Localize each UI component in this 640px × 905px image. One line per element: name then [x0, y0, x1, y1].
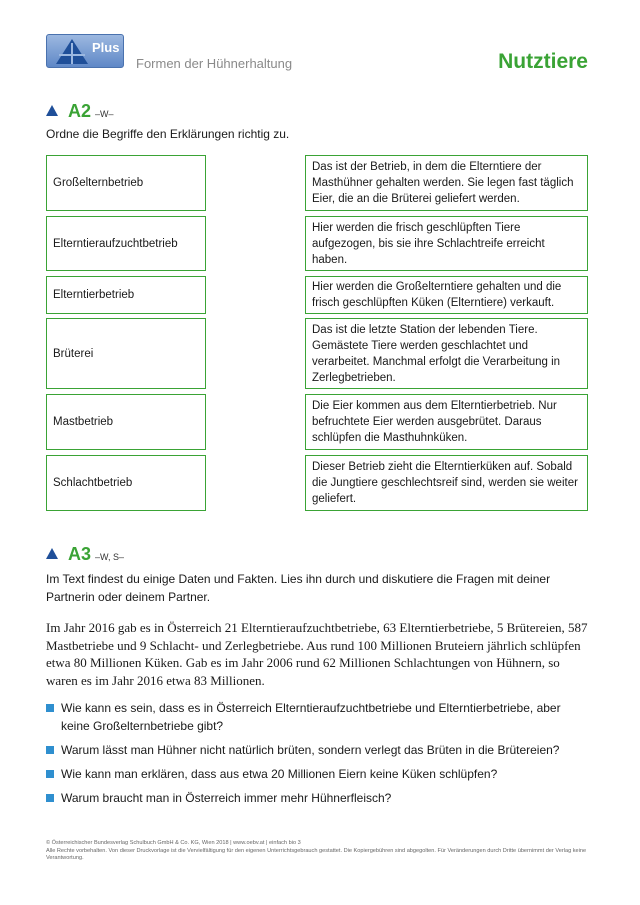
- explanation-box: [305, 455, 588, 511]
- term-box: [46, 276, 206, 314]
- bullet-square-icon: [46, 794, 54, 802]
- logo-text: Plus: [92, 40, 120, 55]
- term-box: [46, 394, 206, 450]
- explanation-text: Hier werden die Großelterntiere gehalten und die frisch geschlüpften Küken (Elterntiere) verkauft.: [312, 281, 562, 309]
- question-item: [46, 700, 591, 735]
- question-text: Wie kann man erklären, dass aus etwa 20 Millionen Eiern keine Küken schlüpfen?: [61, 767, 498, 781]
- task-a2-heading: [46, 101, 114, 122]
- level-triangle-icon: [46, 548, 58, 559]
- task-code: –W, S–: [95, 552, 125, 562]
- term-box: [46, 318, 206, 389]
- explanation-text: Das ist die letzte Station der lebenden Tiere. Gemästete Tiere werden geschlachtet und verarbeitet. Manchmal erfolgt die Verarbeitung in Zerlegbetrieben.: [312, 323, 561, 384]
- term-box: [46, 455, 206, 511]
- copyright-footer: [46, 840, 591, 863]
- term-box: [46, 155, 206, 211]
- task-number: A3: [68, 544, 92, 564]
- explanation-box: [305, 155, 588, 211]
- question-item: [46, 766, 591, 784]
- explanation-text: Das ist der Betrieb, in dem die Elterntiere der Masthühner gehalten werden. Sie legen fast täglich Eier, die an die Brüterei geliefert werden.: [312, 161, 574, 205]
- explanation-box: [305, 394, 588, 450]
- task-number: A2: [68, 101, 92, 121]
- explanation-box: [305, 318, 588, 389]
- term-box: [46, 216, 206, 271]
- explanation-box: [305, 276, 588, 314]
- task-a3-heading: [46, 544, 124, 565]
- facts-paragraph: Im Jahr 2016 gab es in Österreich 21 Elterntieraufzuchtbetriebe, 63 Elterntierbetriebe, 5 Brütereien, 587 Mastbetriebe und 9 Schlacht- und Zerlegbetriebe. Aus rund 100 Millionen Bruteiern jährlich schlüpfen etwa 80 Millionen Küken. Gab es im Jahr 2006 rund 62 Millionen Schlachtungen von Hühnern, so waren es im Jahr 2016 etwa 83 Millionen.: [46, 620, 588, 688]
- task-code: –W–: [95, 109, 114, 119]
- task-a2-instruction: Ordne die Begriffe den Erklärungen richtig zu.: [46, 127, 290, 141]
- term-label: Mastbetrieb: [53, 416, 114, 428]
- term-label: Elterntierbetrieb: [53, 289, 135, 301]
- term-label: Schlachtbetrieb: [53, 477, 133, 489]
- explanation-text: Dieser Betrieb zieht die Elterntierküken auf. Sobald die Jungtiere geschlechtsreif sind, werden sie weiter geliefert.: [312, 461, 578, 505]
- term-label: Elterntieraufzuchtbetrieb: [53, 237, 178, 250]
- task-a3-instruction: Im Text findest du einige Daten und Fakten. Lies ihn durch und diskutiere die Fragen mit deiner Partnerin oder deinem Partner.: [46, 572, 551, 604]
- footer-line: © Österreichischer Bundesverlag Schulbuch GmbH & Co. KG, Wien 2018 | www.oebv.at | einfach bio 3: [46, 840, 301, 846]
- question-text: Warum braucht man in Österreich immer mehr Hühnerfleisch?: [61, 791, 392, 805]
- term-label: Großelternbetrieb: [53, 177, 144, 189]
- subject-title: Nutztiere: [498, 50, 588, 73]
- bullet-square-icon: [46, 704, 54, 712]
- explanation-box: [305, 216, 588, 271]
- question-text: Wie kann es sein, dass es in Österreich Elterntieraufzuchtbetriebe und Elterntierbetriebe, aber keine Großelternbetriebe gibt?: [61, 701, 561, 733]
- bullet-square-icon: [46, 746, 54, 754]
- question-text: Warum lässt man Hühner nicht natürlich brüten, sondern verlegt das Brüten in die Brütereien?: [61, 743, 560, 757]
- question-item: [46, 790, 591, 808]
- footer-line: Alle Rechte vorbehalten. Von dieser Druckvorlage ist die Vervielfältigung für den eigenen Unterrichtsgebrauch gestattet. Die Kopiergebühren sind abgegolten. Für Veränderungen durch Dritte übernimmt der Verlag keine Verantwortung.: [46, 847, 587, 861]
- bullet-square-icon: [46, 770, 54, 778]
- term-label: Brüterei: [53, 347, 94, 360]
- publisher-logo: [46, 34, 124, 68]
- page-title: Formen der Hühnerhaltung: [136, 56, 293, 71]
- explanation-text: Die Eier kommen aus dem Elterntierbetrieb. Nur befruchtete Eier werden ausgebrütet. Daraus schlüpfen die Masthuhnküken.: [312, 400, 557, 444]
- question-item: [46, 742, 591, 760]
- explanation-text: Hier werden die frisch geschlüpften Tiere aufgezogen, bis sie ihre Schlachtreife erreicht haben.: [312, 221, 545, 266]
- level-triangle-icon: [46, 105, 58, 116]
